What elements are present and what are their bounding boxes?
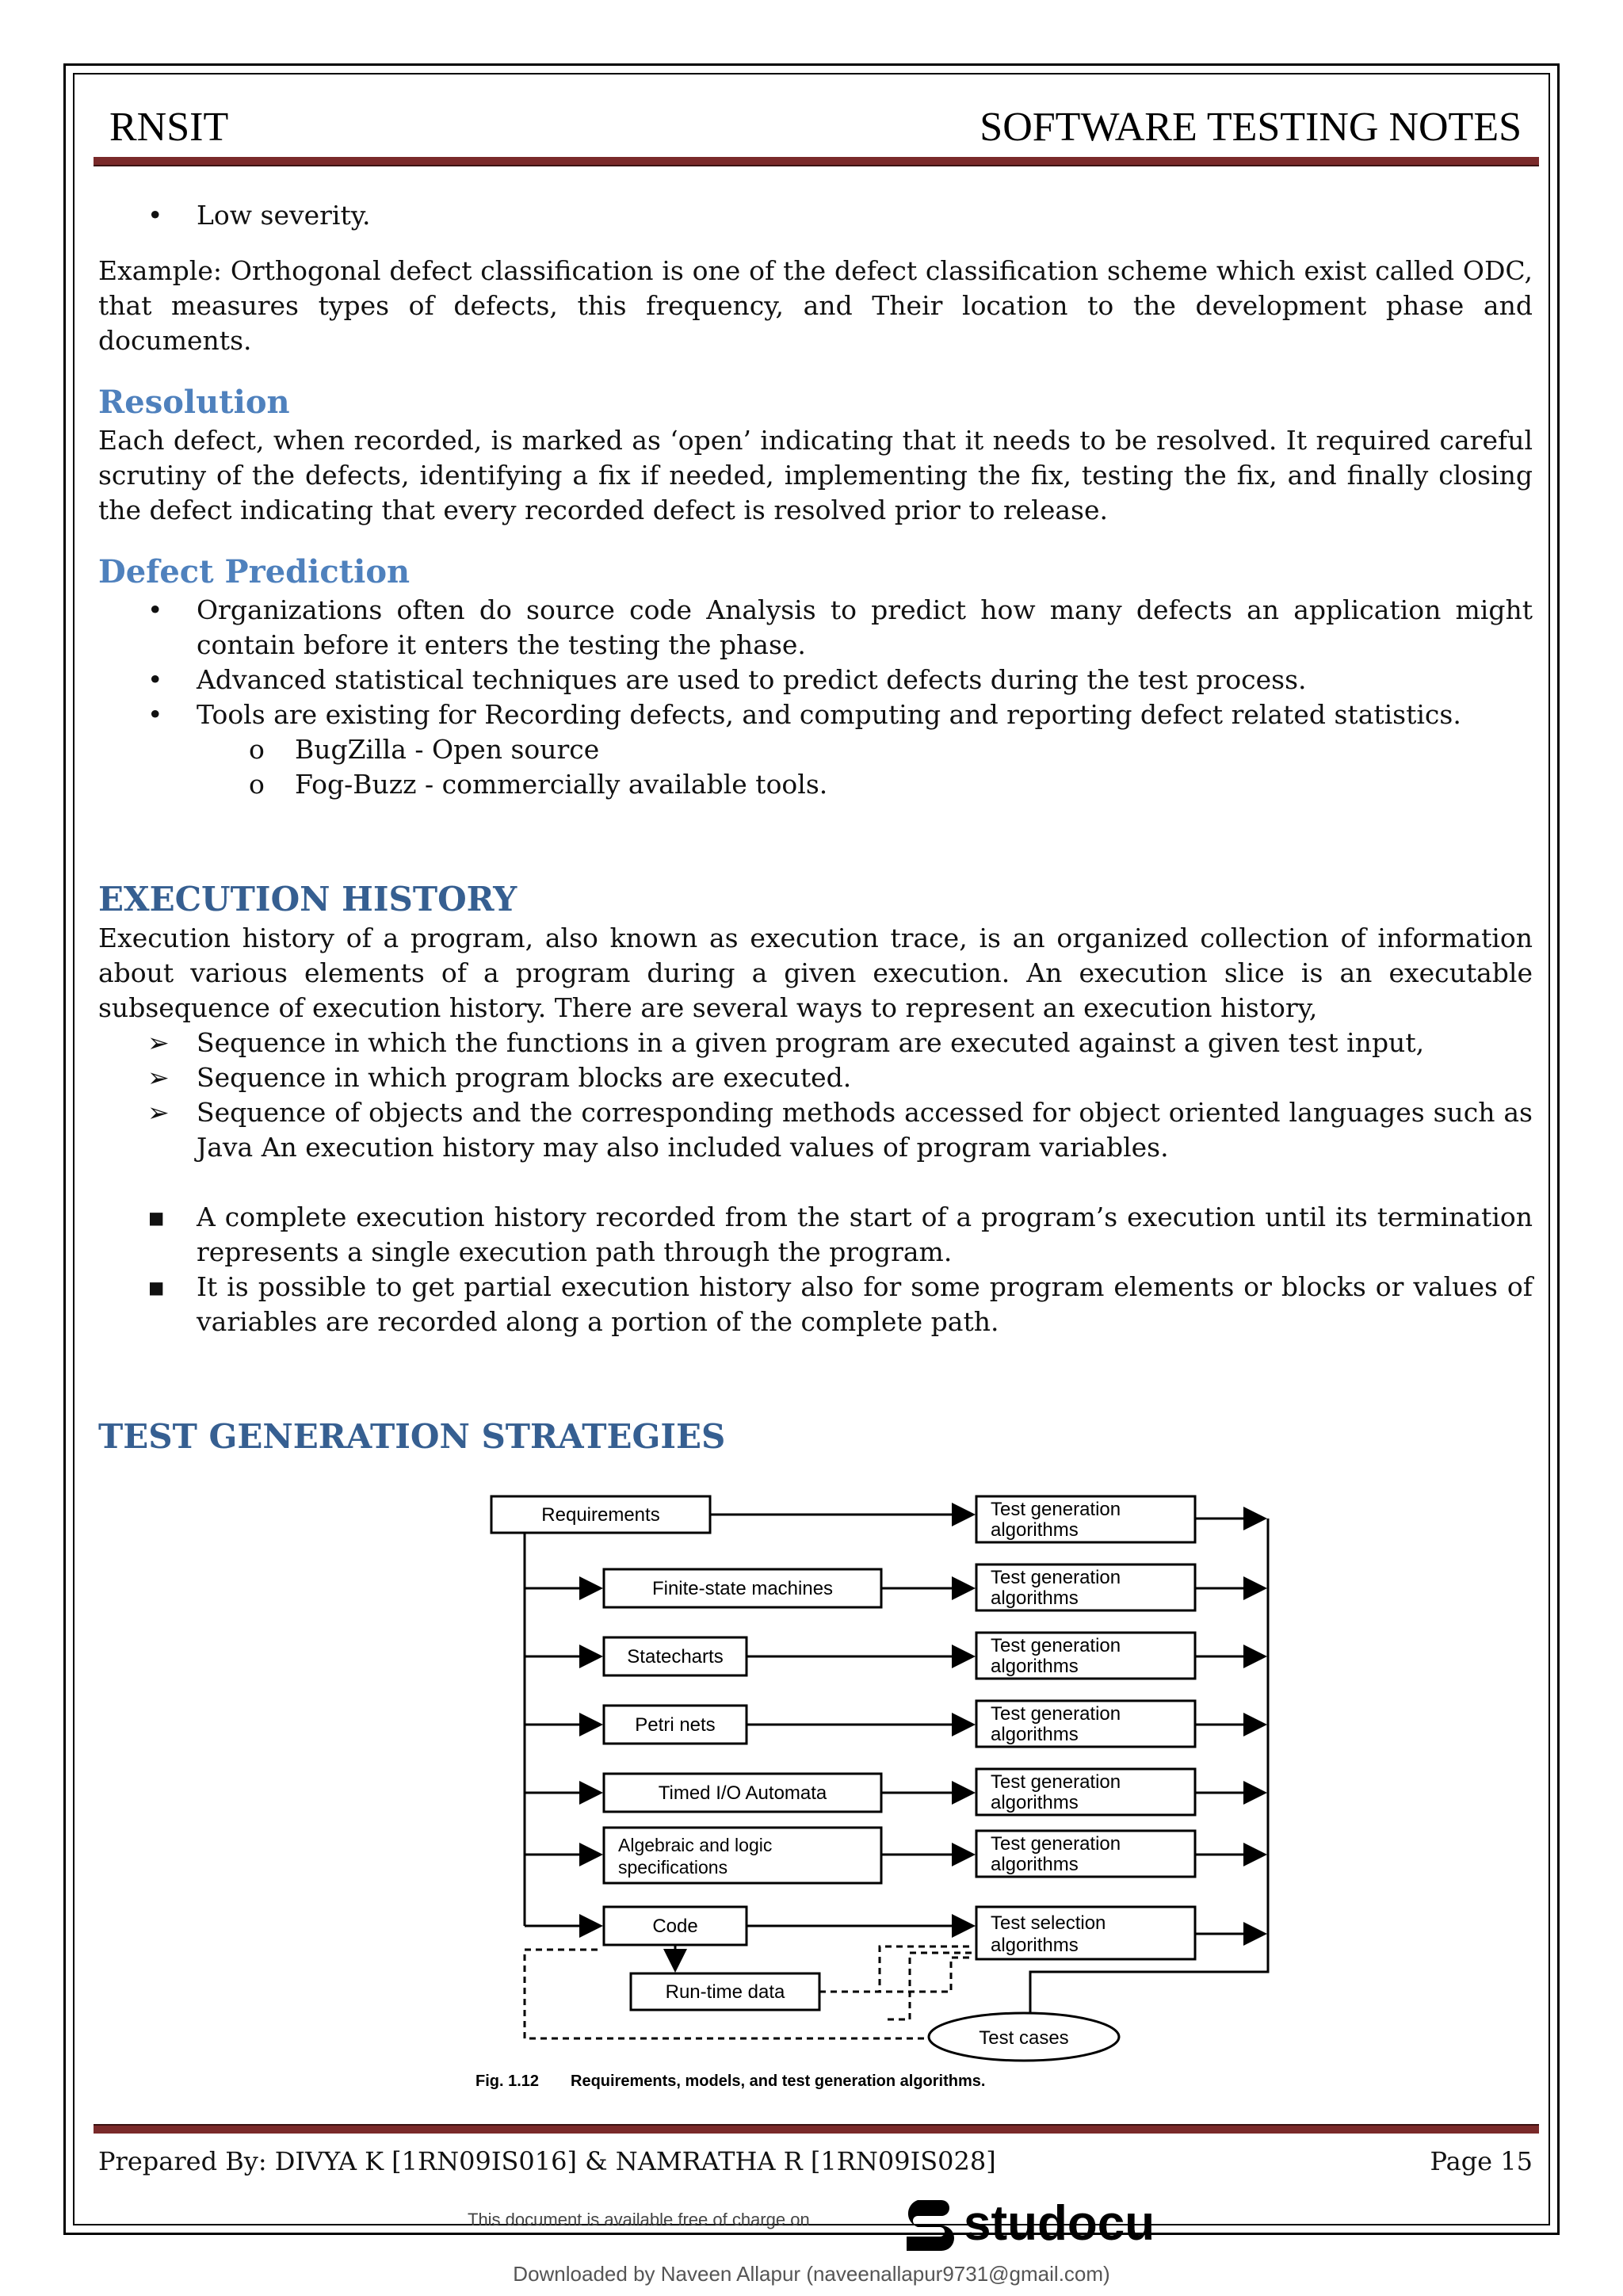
prepared-by: Prepared By: DIVYA K [1RN09IS016] & NAMRATHA R [1RN09IS028]	[98, 2146, 996, 2176]
list-item: ▪ It is possible to get partial execution history also for some program elements or blocks or values of variables are recorded along a portion of the complete path.	[147, 1271, 1533, 1337]
arrow-bullet-icon: ➢	[147, 1062, 170, 1093]
footer-rule	[94, 2124, 1539, 2134]
svg-text:Test generation: Test generation	[991, 1499, 1121, 1520]
sub-list-item: o BugZilla - Open source	[98, 732, 1533, 767]
list-item: ➢ Sequence in which the functions in a given program are executed against a given test input,	[98, 1026, 1533, 1060]
svg-text:algorithms: algorithms	[991, 1724, 1079, 1745]
arrow-bullet-icon: ➢	[147, 1027, 170, 1058]
list-item: • Advanced statistical techniques are used to predict defects during the test process.	[98, 663, 1533, 697]
availability-note: This document is available free of charge on	[468, 2210, 810, 2229]
requirements-label: Requirements	[541, 1504, 660, 1526]
studocu-logo[interactable]	[897, 2194, 1155, 2252]
list-item: ➢ Sequence in which program blocks are executed.	[98, 1060, 1533, 1095]
timed-io-label: Timed I/O Automata	[658, 1782, 827, 1804]
svg-text:algorithms: algorithms	[991, 1792, 1079, 1813]
resolution-paragraph: Each defect, when recorded, is marked as ‘open’ indicating that it needs to be resolved. It required careful scrutiny of the defects, identifying a fix if needed, implementing the fix, testing the fix, and finally closing the defect indicating that every recorded defect is resolved prior to release.	[98, 425, 1533, 525]
downloaded-note: Downloaded by Naveen Allapur (naveenallapur9731@gmail.com)	[513, 2262, 1110, 2286]
page-footer	[98, 2146, 1533, 2186]
figure-caption-text: Requirements, models, and test generation algorithms.	[571, 2073, 986, 2090]
test-cases-label: Test cases	[979, 2027, 1069, 2049]
bullet-dot-icon: •	[147, 200, 163, 231]
svg-text:algorithms: algorithms	[991, 1656, 1079, 1677]
runtime-data-label: Run-time data	[665, 1981, 785, 2003]
square-bullet-icon: ▪	[147, 1271, 166, 1302]
list-item: ▪ A complete execution history recorded from the start of a program’s execution until its termination represents a single execution path through the program.	[147, 1201, 1533, 1267]
bullet-dot-icon: •	[147, 699, 163, 730]
svg-text:Test selection: Test selection	[991, 1912, 1106, 1934]
studocu-wordmark: studocu	[964, 2195, 1155, 2251]
header-rule	[94, 157, 1539, 166]
circle-bullet-icon: o	[249, 734, 265, 765]
svg-text:Test generation: Test generation	[991, 1567, 1121, 1588]
circle-bullet-icon: o	[249, 769, 265, 800]
fsm-label: Finite-state machines	[651, 1578, 834, 1599]
list-item: • Tools are existing for Recording defects, and computing and reporting defect related statistics.	[98, 697, 1533, 732]
defect-prediction-heading: Defect Prediction	[98, 553, 411, 590]
list-item: • Low severity.	[98, 198, 1533, 233]
svg-text:Test generation: Test generation	[991, 1833, 1121, 1855]
code-label: Code	[652, 1916, 698, 1937]
header-title: SOFTWARE TESTING NOTES	[980, 105, 1522, 150]
execution-history-paragraph: Execution history of a program, also known as execution trace, is an organized collection of information about various elements of a program during a given execution. An execution slice is an executable subsequence of execution history. There are several ways to represent an execution history,	[98, 923, 1533, 1023]
algebraic-label: Algebraic and logic specifications	[618, 1835, 773, 1878]
svg-text:algorithms: algorithms	[991, 1854, 1079, 1875]
svg-text:Test generation: Test generation	[991, 1771, 1121, 1793]
petri-nets-label: Petri nets	[635, 1714, 716, 1736]
svg-text:algorithms: algorithms	[991, 1935, 1079, 1956]
resolution-heading: Resolution	[98, 384, 290, 421]
svg-text:Test generation: Test generation	[991, 1703, 1121, 1725]
page-header	[109, 95, 1522, 151]
bullet-dot-icon: •	[147, 664, 163, 695]
sub-list-item: o Fog-Buzz - commercially available tools.	[98, 767, 1533, 802]
list-item: • Organizations often do source code Analysis to predict how many defects an application might contain before it enters the testing the phase.	[147, 594, 1533, 660]
test-generation-heading: TEST GENERATION STRATEGIES	[98, 1417, 726, 1456]
example-paragraph: Example: Orthogonal defect classification is one of the defect classification scheme which exist called ODC, that measures types of defects, this frequency, and Their location to the development phase and documents.	[98, 255, 1533, 356]
statecharts-label: Statecharts	[627, 1646, 724, 1668]
algorithm-boxes	[976, 1496, 1195, 1959]
figure-caption-label: Fig. 1.12	[475, 2073, 540, 2090]
execution-history-heading: EXECUTION HISTORY	[98, 880, 517, 919]
bullet-dot-icon: •	[147, 594, 163, 625]
test-generation-diagram	[475, 1474, 1284, 2100]
studocu-icon	[897, 2194, 956, 2252]
arrow-bullet-icon: ➢	[147, 1097, 170, 1128]
header-institution: RNSIT	[109, 105, 229, 150]
svg-text:algorithms: algorithms	[991, 1519, 1079, 1541]
list-item: ➢ Sequence of objects and the corresponding methods accessed for object oriented languages such as Java An execution history may also included values of program variables.	[147, 1097, 1533, 1163]
svg-text:algorithms: algorithms	[991, 1587, 1079, 1609]
page-number: Page 15	[1430, 2146, 1533, 2176]
svg-text:Test generation: Test generation	[991, 1635, 1121, 1656]
square-bullet-icon: ▪	[147, 1201, 166, 1232]
main-content	[98, 198, 1533, 1458]
